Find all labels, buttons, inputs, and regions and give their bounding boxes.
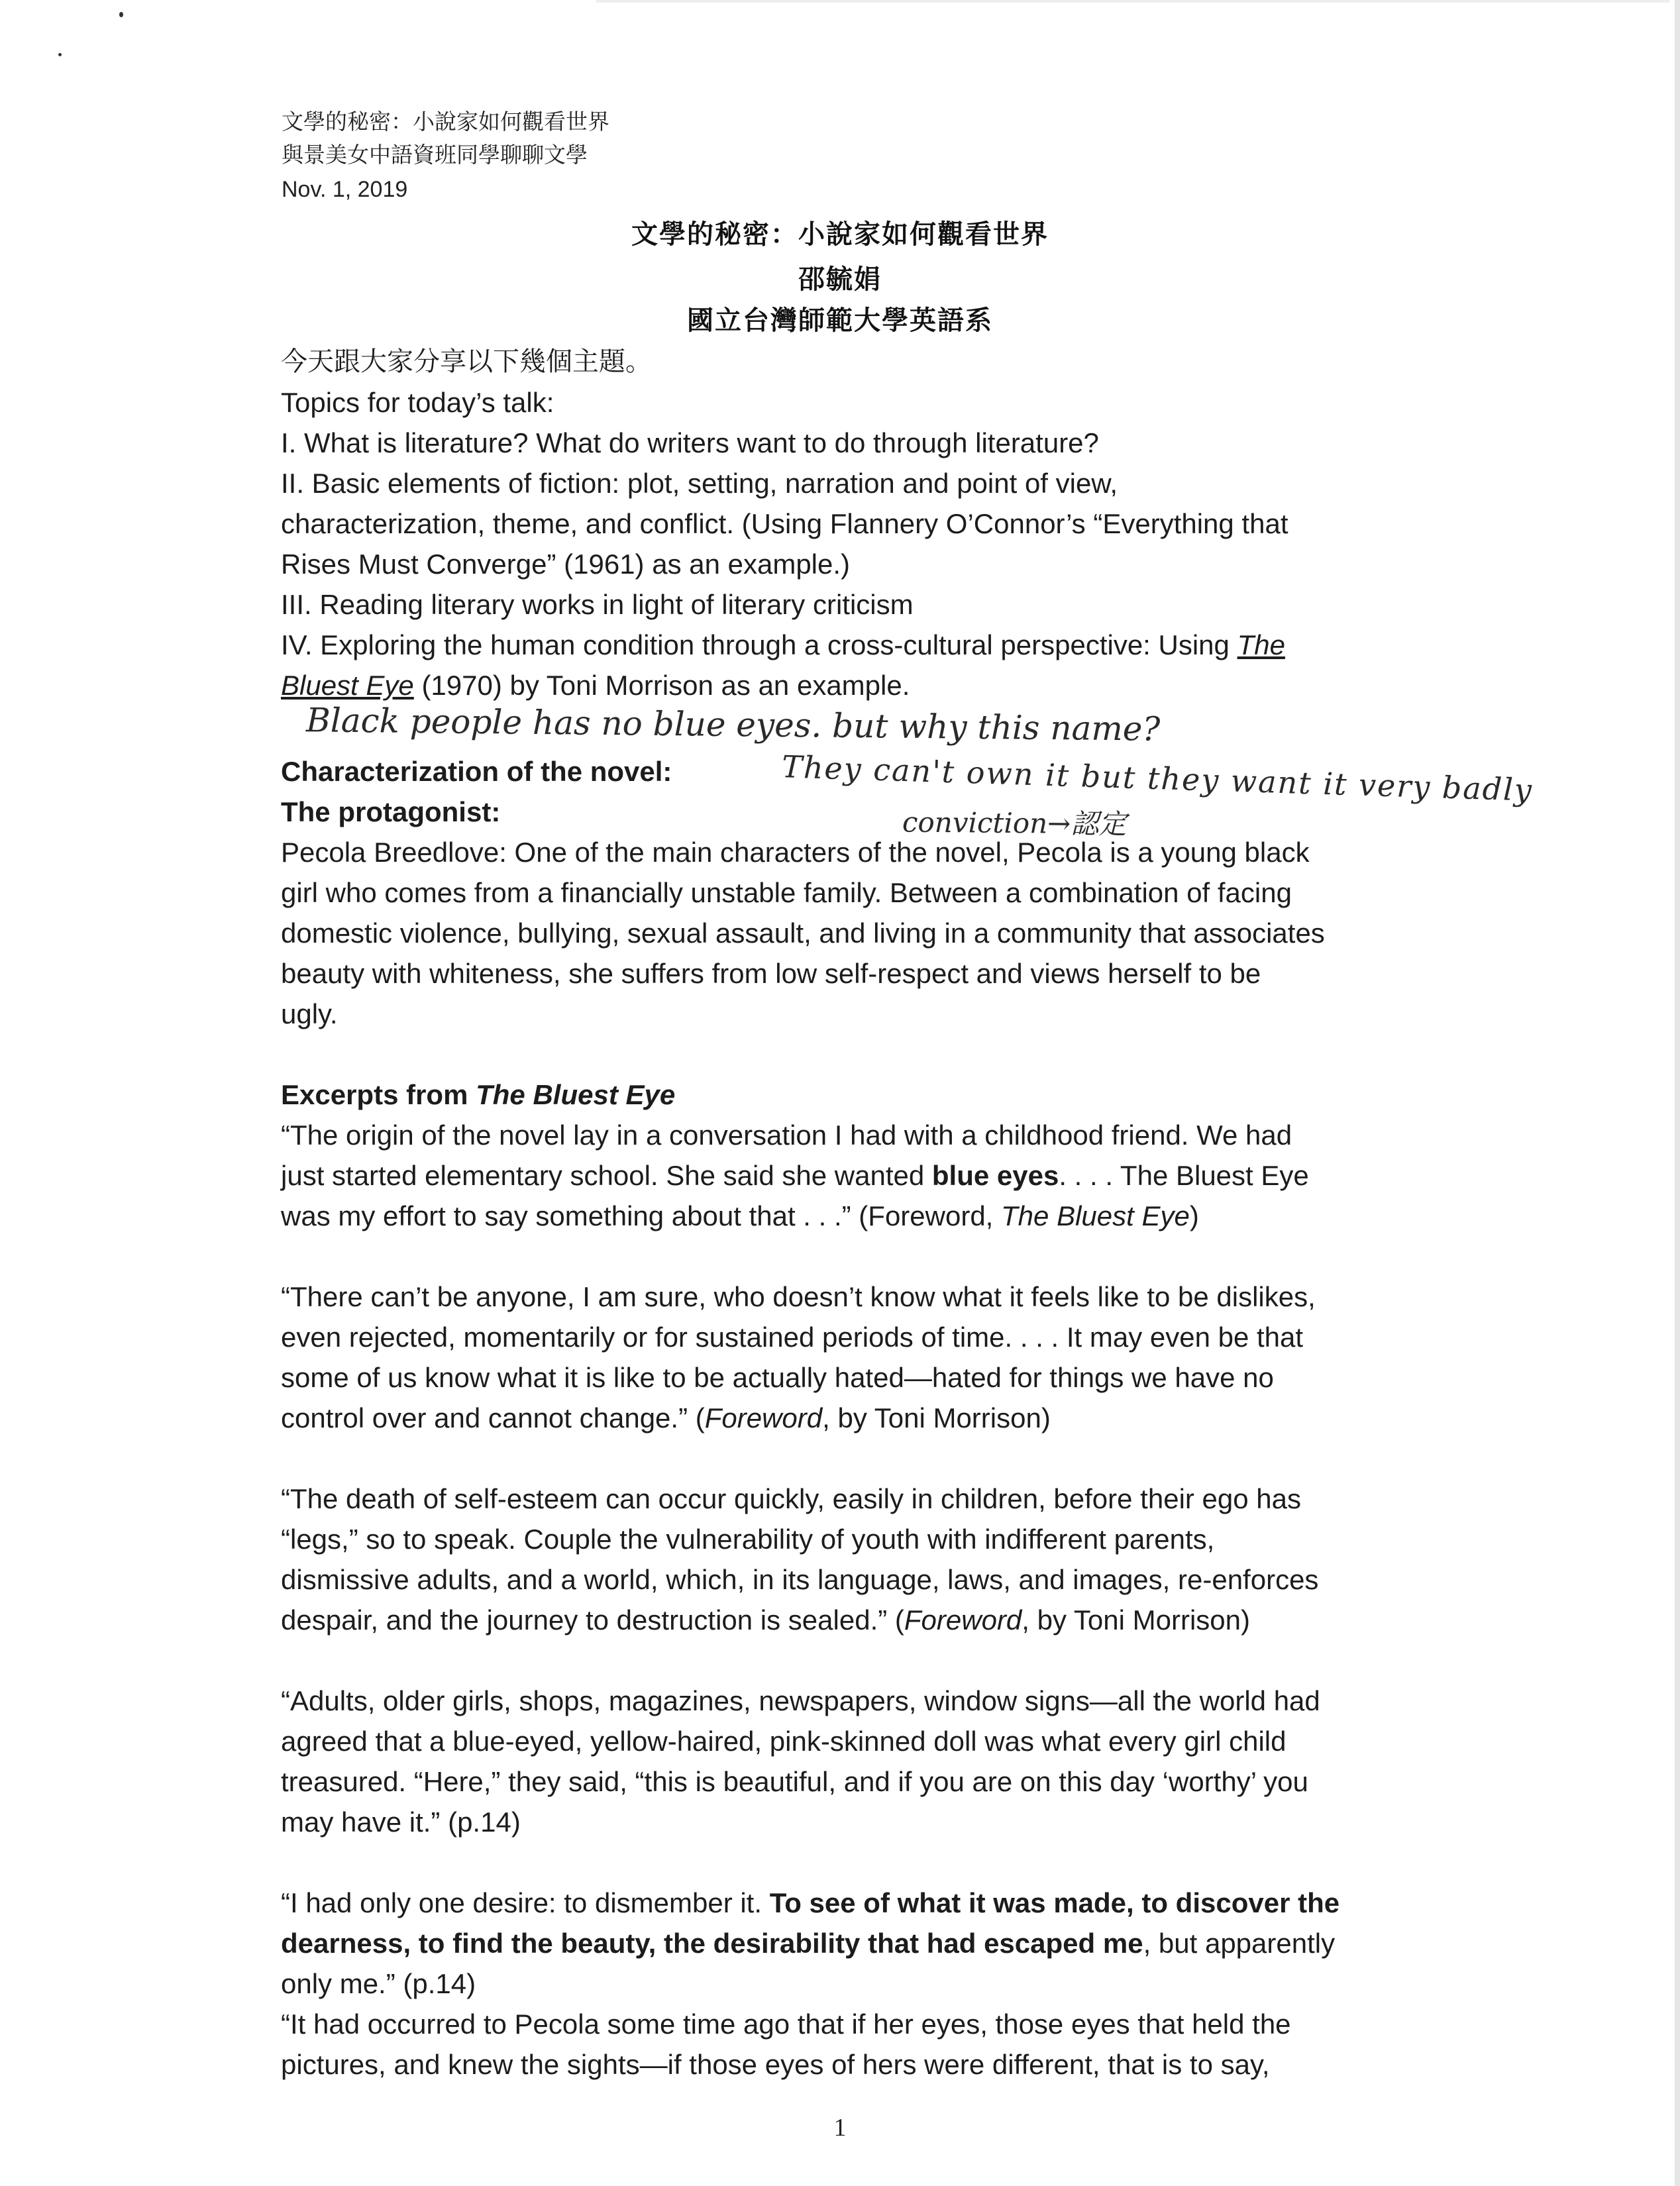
quote-1-line-3	[281, 1196, 1473, 1236]
excerpts-heading-text: Excerpts from	[281, 1079, 476, 1110]
topics-heading: Topics for today’s talk:	[281, 387, 554, 418]
topic-2-line-3: Rises Must Converge” (1961) as an example.)	[281, 548, 851, 580]
header-line-2: 與景美女中語資班同學聊聊文學	[282, 142, 588, 168]
quote-italic: Foreword	[904, 1604, 1022, 1636]
quote-6-line-2: pictures, and knew the sights—if those eyes of hers were different, that is to say,	[281, 2049, 1270, 2080]
scan-speck	[119, 12, 123, 17]
topic-2-line-2: characterization, theme, and conflict. (Using Flannery O’Connor’s “Everything that	[281, 508, 1288, 539]
quote-6-line-1: “It had occurred to Pecola some time ago that if her eyes, those eyes that held the	[281, 2008, 1291, 2040]
protagonist-heading: The protagonist:	[281, 796, 501, 827]
scan-edge-top	[596, 0, 1669, 3]
protagonist-line-5: ugly.	[281, 998, 338, 1029]
quote-italic: Foreword	[704, 1402, 823, 1433]
quote-italic: The Bluest Eye	[1001, 1200, 1190, 1231]
excerpts-heading-title: The Bluest Eye	[476, 1079, 676, 1110]
quote-1-line-2	[281, 1155, 1473, 1196]
header-date: Nov. 1, 2019	[282, 177, 408, 202]
book-title-underlined: The	[1237, 629, 1285, 660]
quote-4-line-1: “Adults, older girls, shops, magazines, newspapers, window signs—all the world had	[281, 1685, 1320, 1716]
doc-author: 邵毓娟	[798, 264, 882, 295]
topic-1: I. What is literature? What do writers want to do through literature?	[281, 427, 1099, 458]
quote-3-line-3: dismissive adults, and a world, which, in its language, laws, and images, re-enforces	[281, 1564, 1319, 1595]
quote-text: )	[1189, 1200, 1199, 1231]
topic-2-line-1: II. Basic elements of fiction: plot, setting, narration and point of view,	[281, 468, 1118, 499]
quote-text: “I had only one desire: to dismember it.	[281, 1887, 770, 1918]
quote-5-line-1	[281, 1883, 1473, 1923]
topic-4-text: IV. Exploring the human condition through a cross-cultural perspective: Using	[281, 629, 1237, 660]
scan-speck	[58, 53, 62, 56]
quote-3-line-1: “The death of self-esteem can occur quickly, easily in children, before their ego has	[281, 1483, 1302, 1514]
doc-title: 文學的秘密：小說家如何觀看世界	[631, 219, 1049, 250]
doc-affiliation: 國立台灣師範大學英語系	[687, 305, 993, 336]
quote-text: just started elementary school. She said she wanted	[281, 1160, 932, 1191]
quote-bold: To see of what it was made, to discover the	[769, 1887, 1340, 1918]
protagonist-line-4: beauty with whiteness, she suffers from low self-respect and views herself to be	[281, 958, 1261, 989]
topic-3: III. Reading literary works in light of literary criticism	[281, 589, 914, 620]
protagonist-line-3: domestic violence, bullying, sexual assault, and living in a community that associates	[281, 917, 1325, 949]
handwritten-note-2: They can't own it but they want it very badly	[781, 749, 1534, 808]
quote-bold: blue eyes	[931, 1160, 1059, 1191]
book-title-underlined: Bluest Eye	[281, 670, 414, 701]
page-number: 1	[833, 2114, 847, 2142]
quote-text: , but apparently	[1143, 1928, 1336, 1959]
quote-4-line-3: treasured. “Here,” they said, “this is beautiful, and if you are on this day ‘worthy’ you	[281, 1766, 1308, 1797]
quote-2-line-4	[281, 1398, 1473, 1438]
characterization-section	[281, 751, 1473, 1034]
protagonist-line-1: Pecola Breedlove: One of the main characters of the novel, Pecola is a young black	[281, 837, 1310, 868]
quote-text: was my effort to say something about that . . .” (Foreword,	[281, 1200, 1002, 1231]
quote-bold: dearness, to find the beauty, the desirability that had escaped me	[281, 1928, 1143, 1959]
quote-4-line-2: agreed that a blue-eyed, yellow-haired, pink-skinned doll was what every girl child	[281, 1726, 1286, 1757]
quote-3-line-4	[281, 1600, 1473, 1640]
quote-text: . . . . The Bluest Eye	[1059, 1160, 1309, 1191]
quote-text: control over and cannot change.” (	[281, 1402, 705, 1433]
excerpts-heading	[281, 1074, 1473, 1115]
quote-5-line-3: only me.” (p.14)	[281, 1968, 476, 1999]
quote-4-line-4: may have it.” (p.14)	[281, 1806, 521, 1838]
characterization-heading: Characterization of the novel:	[281, 756, 672, 787]
intro-section	[281, 342, 1460, 705]
quote-2-line-3: some of us know what it is like to be actually hated—hated for things we have no	[281, 1362, 1274, 1393]
quote-5-line-2	[281, 1923, 1473, 1963]
quote-3-line-2: “legs,” so to speak. Couple the vulnerability of youth with indifferent parents,	[281, 1524, 1215, 1555]
quote-2-line-2: even rejected, momentarily or for sustained periods of time. . . . It may even be that	[281, 1322, 1304, 1353]
quote-2-line-1: “There can’t be anyone, I am sure, who doesn’t know what it feels like to be dislikes,	[281, 1281, 1316, 1312]
protagonist-line-2: girl who comes from a financially unstable family. Between a combination of facing	[281, 877, 1292, 908]
excerpts-section	[281, 1074, 1473, 2085]
quote-text: , by Toni Morrison)	[1022, 1604, 1250, 1636]
handwritten-note-1: Black people has no blue eyes. but why this name?	[305, 701, 1161, 749]
intro-zh: 今天跟大家分享以下幾個主題。	[281, 346, 652, 377]
quote-text: , by Toni Morrison)	[822, 1402, 1051, 1433]
topic-4-line-2	[281, 665, 1460, 705]
quote-text: despair, and the journey to destruction is sealed.” (	[281, 1604, 904, 1636]
quote-1-line-1: “The origin of the novel lay in a conversation I had with a childhood friend. We had	[281, 1119, 1292, 1151]
topic-4-line-1	[281, 625, 1460, 665]
header-line-1: 文學的秘密：小說家如何觀看世界	[282, 109, 609, 134]
topic-4-text: (1970) by Toni Morrison as an example.	[413, 670, 910, 701]
handwritten-note-3: conviction→認定	[902, 806, 1127, 841]
